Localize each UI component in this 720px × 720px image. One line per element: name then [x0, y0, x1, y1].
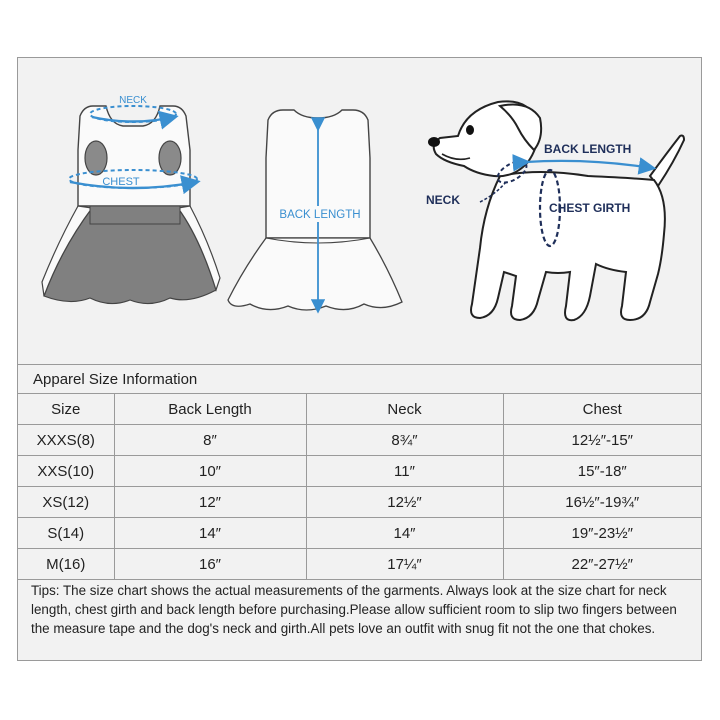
cell-neck: 17¼″	[306, 549, 503, 580]
dress-front-chest-label: CHEST	[102, 176, 140, 188]
dress-back-figure	[228, 110, 402, 310]
cell-back-length: 10″	[114, 456, 306, 487]
cell-neck: 14″	[306, 518, 503, 549]
cell-size: XS(12)	[18, 487, 114, 518]
cell-back-length: 16″	[114, 549, 306, 580]
header-neck: Neck	[306, 394, 503, 425]
cell-neck: 8¾″	[306, 425, 503, 456]
cell-size: M(16)	[18, 549, 114, 580]
cell-back-length: 14″	[114, 518, 306, 549]
cell-chest: 22″-27½″	[503, 549, 701, 580]
dog-back-length-arrow	[526, 161, 652, 168]
cell-size: XXXS(8)	[18, 425, 114, 456]
table-row	[18, 425, 701, 456]
header-size: Size	[18, 394, 114, 425]
cell-back-length: 8″	[114, 425, 306, 456]
dress-front-waistband	[90, 206, 180, 224]
table-row	[18, 518, 701, 549]
size-table	[18, 394, 701, 580]
cell-size: S(14)	[18, 518, 114, 549]
cell-size: XXS(10)	[18, 456, 114, 487]
header-chest: Chest	[503, 394, 701, 425]
dog-back-length-label: BACK LENGTH	[544, 142, 632, 156]
dog-eye	[466, 125, 474, 135]
armhole-right	[159, 141, 181, 175]
cell-chest: 19″-23½″	[503, 518, 701, 549]
dog-chest-girth-label: CHEST GIRTH	[549, 201, 631, 215]
cell-back-length: 12″	[114, 487, 306, 518]
dress-front-neck-label: NECK	[119, 95, 147, 106]
dog-body	[471, 172, 665, 320]
dog-figure	[426, 101, 684, 320]
dog-nose	[428, 137, 440, 147]
table-caption: Apparel Size Information	[18, 364, 701, 394]
table-row	[18, 487, 701, 518]
cell-neck: 11″	[306, 456, 503, 487]
cell-chest: 15″-18″	[503, 456, 701, 487]
table-row	[18, 456, 701, 487]
cell-neck: 12½″	[306, 487, 503, 518]
dress-front-figure	[42, 95, 220, 304]
table-header-row	[18, 394, 701, 425]
illustration-svg	[18, 58, 701, 364]
illustration-area	[18, 58, 701, 364]
header-back-length: Back Length	[114, 394, 306, 425]
armhole-left	[85, 141, 107, 175]
size-chart-panel	[17, 57, 702, 661]
tips-text: Tips: The size chart shows the actual measurements of the garments. Always look at the size chart for neck length, chest girth and back length before purchasing.Please allow sufficient room to slip two fingers between the measure tape and the dog's neck and girth.All pets love an outfit with snug fit not the one that chokes.	[31, 583, 677, 636]
dress-back-length-label: BACK LENGTH	[279, 209, 361, 221]
dog-tail	[650, 136, 684, 187]
cell-chest: 12½″-15″	[503, 425, 701, 456]
cell-chest: 16½″-19¾″	[503, 487, 701, 518]
dog-neck-label: NECK	[426, 193, 461, 207]
dress-back-skirt	[228, 238, 402, 310]
